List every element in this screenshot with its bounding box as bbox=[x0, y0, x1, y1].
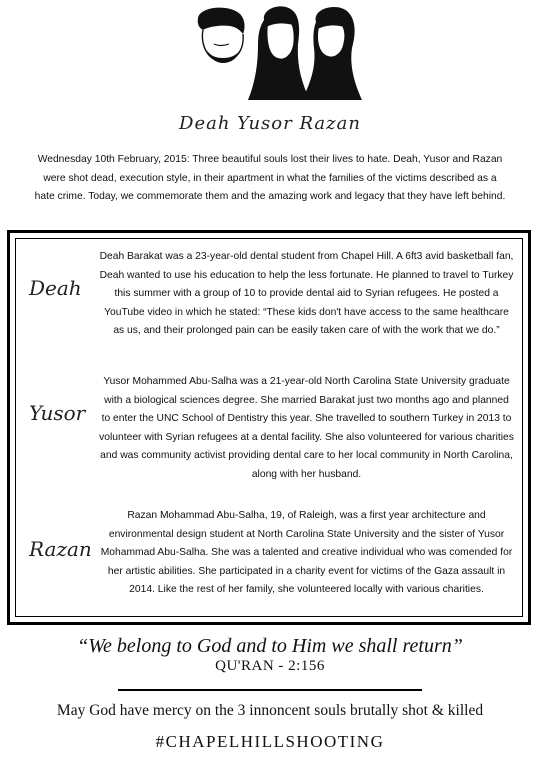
intro-paragraph: Wednesday 10th February, 2015: Three beautiful souls lost their lives to hate. Deah, Yusor and Razan were shot dead, execution style, in their apartment in what the families of the victims described as a hate crime. Today, we commemorate them and the amazing work and legacy that they have left behind. bbox=[34, 154, 506, 202]
yusor-silhouette bbox=[248, 6, 310, 100]
quran-verse-reference: QU'RAN - 2:156 bbox=[215, 658, 325, 674]
person-name: Yusor bbox=[29, 401, 86, 425]
deah-silhouette bbox=[198, 8, 245, 63]
person-bio: Razan Mohammad Abu-Salha, 19, of Raleigh, was a first year architecture and environmental design student at North Carolina State University and the sister of Yusor Mohammad Abu-Salha. She was a talented and creative individual who was comended for her artistic abilities. She participated in a charity event for victims of the Gaza assault in 2014. Like the rest of her family, she volunteered locally with various charities. bbox=[100, 510, 513, 595]
hashtag: #CHAPELHILLSHOOTING bbox=[155, 732, 385, 751]
person-bio: Yusor Mohammed Abu-Salha was a 21-year-old North Carolina State University graduate with a biological sciences degree. She married Barakat just two months ago and planned to enter the UNC School of Dentistry this year. She travelled to southern Turkey in 2013 to volunteer with Syrian refugees at a dental facility. She also volunteered for various charities and was community activist providing dental care to her local community in North Carolina, along with her husband. bbox=[99, 376, 514, 480]
divider-line bbox=[118, 689, 422, 691]
names-title: Deah Yusor Razan bbox=[179, 113, 361, 134]
quran-quote: “We belong to God and to Him we shall return” bbox=[77, 635, 463, 657]
person-name: Deah bbox=[29, 276, 82, 300]
person-name: Razan bbox=[29, 537, 92, 561]
three-silhouettes-illustration bbox=[0, 0, 540, 110]
person-bio: Deah Barakat was a 23-year-old dental student from Chapel Hill. A 6ft3 avid basketball fan, Deah wanted to use his education to help the less fortunate. He planned to travel to Turkey this summer with a group of 10 to provide dental aid to Syrian refugees. He posted a YouTube video in which he stated: “These kids don't have access to the same healthcare as us, and their prolonged pain can be easily taken care of with the work that we do.” bbox=[99, 251, 514, 336]
razan-silhouette bbox=[302, 7, 362, 100]
mercy-line: May God have mercy on the 3 innoncent souls brutally shot & killed bbox=[56, 702, 484, 719]
